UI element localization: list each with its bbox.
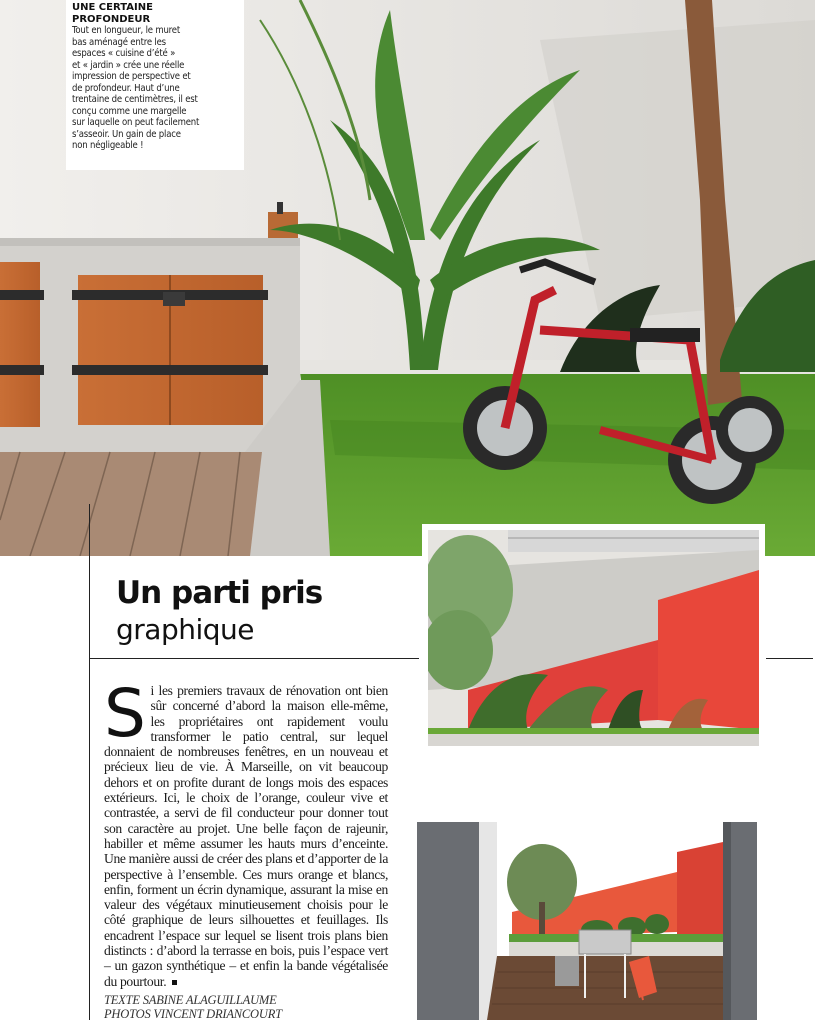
credit-text: TEXTE SABINE ALAGUILLAUME bbox=[104, 993, 277, 1007]
photo-caption-box bbox=[66, 0, 244, 170]
headline-rule bbox=[89, 658, 419, 659]
headline-rule-right bbox=[766, 658, 813, 659]
rendering-illustration bbox=[417, 822, 757, 1020]
article-title: Un parti pris bbox=[116, 575, 323, 611]
article-credits bbox=[104, 993, 282, 1021]
caption-line: non négligeable ! bbox=[72, 140, 144, 151]
vertical-rule bbox=[89, 504, 90, 1020]
article-body-text: i les premiers travaux de rénovation ont bien sûr concerné d’abord la maison elle-même, les propriétaires ont rapidement voulu transformer le patio central, sur lequel donnaient de nombreuses fenêtres, en un nouveau et précieux lieu de vie. À Marseille, on vit beaucoup dehors et on profite durant de longs mois des espaces extérieurs. Ici, le choix de l’orange, couleur vive et contrastée, a servi de fil conducteur pour donner tout son caractère au projet. Une belle façon de rajeunir, habiller et même assumer les hauts murs d’enceinte. Une manière aussi de créer des plans et d’apporter de la perspective à l’ensemble. Ces murs orange et blancs, enfin, forment un écrin dynamique, assurant la mise en valeur des végétaux minutieusement choisis pour le côté graphique de leurs silhouettes et feuillages. Ils encadrent l’espace sur lequel se lisent trois plans bien distincts : d’abord la terrasse en bois, puis l’espace vert – un gazon synthétique – et enfin la bande végétalisée du pourtour. bbox=[104, 683, 388, 989]
caption-title bbox=[72, 2, 238, 25]
caption-title-line-2: PROFONDEUR bbox=[72, 13, 151, 25]
caption-line: impression de perspective et bbox=[72, 71, 191, 82]
photo-orange-walls bbox=[422, 524, 765, 752]
orange-walls-illustration bbox=[428, 530, 759, 746]
caption-line: s’asseoir. Un gain de place bbox=[72, 128, 181, 140]
caption-text bbox=[72, 25, 238, 152]
caption-line: conçu comme une margelle bbox=[72, 105, 187, 117]
end-mark-icon bbox=[172, 980, 177, 985]
caption-line: bas aménagé entre les bbox=[72, 36, 166, 48]
caption-line: sur laquelle on peut facilement bbox=[72, 117, 200, 128]
credit-photos: PHOTOS VINCENT DRIANCOURT bbox=[104, 1007, 282, 1021]
caption-line: et « jardin » crée une réelle bbox=[72, 59, 185, 71]
caption-title-line-1: UNE CERTAINE bbox=[72, 2, 153, 13]
caption-line: de profondeur. Haut d’une bbox=[72, 82, 180, 94]
article-subtitle: graphique bbox=[116, 613, 254, 646]
article-body bbox=[104, 675, 388, 989]
caption-line: Tout en longueur, le muret bbox=[72, 25, 180, 36]
rendering-3d-terrace bbox=[417, 822, 757, 1020]
caption-line: trentaine de centimètres, il est bbox=[72, 94, 198, 105]
caption-line: espaces « cuisine d’été » bbox=[72, 48, 176, 59]
drop-cap: S bbox=[104, 675, 146, 752]
